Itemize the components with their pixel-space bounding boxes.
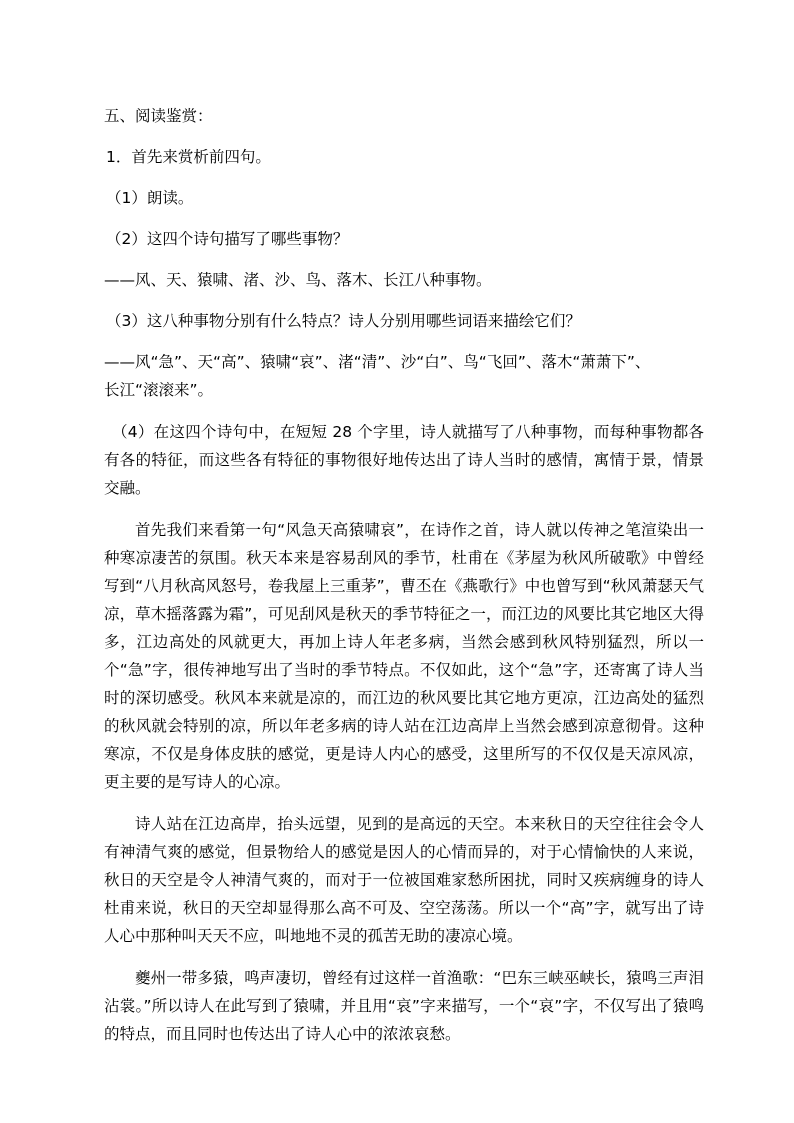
paragraph-3: 夔州一带多猿，鸣声凄切，曾经有过这样一首渔歌：“巴东三峡巫峡长，猿鸣三声泪沾裳。”所以诗人在此写到了猿啸，并且用“哀”字来描写，一个“哀”字，不仅写出了猿鸣的特点，而且同时也传达出了诗人心中的浓浓哀愁。	[104, 969, 704, 1043]
answer-3-line-1: ——风“急”、天“高”、猿啸“哀”、渚“清”、沙“白”、鸟“飞回”、落木“萧萧下”、	[104, 353, 651, 371]
paragraph-2: 诗人站在江边高岸，抬头远望，见到的是高远的天空。本来秋日的天空往往会令人有神清气爽的感觉，但景物给人的感觉是因人的心情而异的，对于心情愉快的人来说，秋日的天空是令人神清气爽的，而对于一位被国难家愁所困扰，同时又疾病缠身的诗人杜甫来说，秋日的天空却显得那么高不可及、空空荡荡。所以一个“高”字，就写出了诗人心中那种叫天天不应，叫地地不灵的孤苦无助的凄凉心境。	[104, 815, 704, 945]
document-body	[104, 102, 704, 1048]
answer-3-line-2: 长江“滚滚来”。	[104, 381, 214, 399]
answer-2: ——风、天、猿啸、渚、沙、鸟、落木、长江八种事物。	[104, 271, 492, 289]
paragraph-1: 首先我们来看第一句“风急天高猿啸哀”，在诗作之首，诗人就以传神之笔渲染出一种寒凉凄苦的氛围。秋天本来是容易刮风的季节，杜甫在《茅屋为秋风所破歌》中曾经写到“八月秋高风怒号，卷我屋上三重茅”，曹丕在《燕歌行》中也曾写到“秋风萧瑟天气凉，草木摇落露为霜”，可见刮风是秋天的季节特征之一，而江边的风要比其它地区大得多，江边高处的风就更大，再加上诗人年老多病，当然会感到秋风特别猛烈，所以一个“急”字，很传神地写出了当时的季节特点。不仅如此，这个“急”字，还寄寓了诗人当时的深切感受。秋风本来就是凉的，而江边的秋风要比其它地方更凉，江边高处的猛烈的秋风就会特别的凉，所以年老多病的诗人站在江边高岸上当然会感到凉意彻骨。这种寒凉，不仅是身体皮肤的感觉，更是诗人内心的感受，这里所写的不仅仅是天凉风凉，更主要的是写诗人的心凉。	[104, 521, 704, 791]
sub-item-3: （3）这八种事物分别有什么特点？诗人分别用哪些词语来描绘它们？	[106, 312, 581, 330]
sub-item-1: （1）朗读。	[106, 189, 194, 207]
item-1-heading: 1．首先来赏析前四句。	[106, 148, 271, 166]
sub-item-2: （2）这四个诗句描写了哪些事物？	[106, 230, 349, 248]
sub-item-4: （4）在这四个诗句中，在短短 28 个字里，诗人就描写了八种事物，而每种事物都各有各的特征，而这些各有特征的事物很好地传达出了诗人当时的感情，寓情于景，情景交融。	[104, 423, 704, 497]
section-title: 五、阅读鉴赏：	[104, 107, 213, 125]
